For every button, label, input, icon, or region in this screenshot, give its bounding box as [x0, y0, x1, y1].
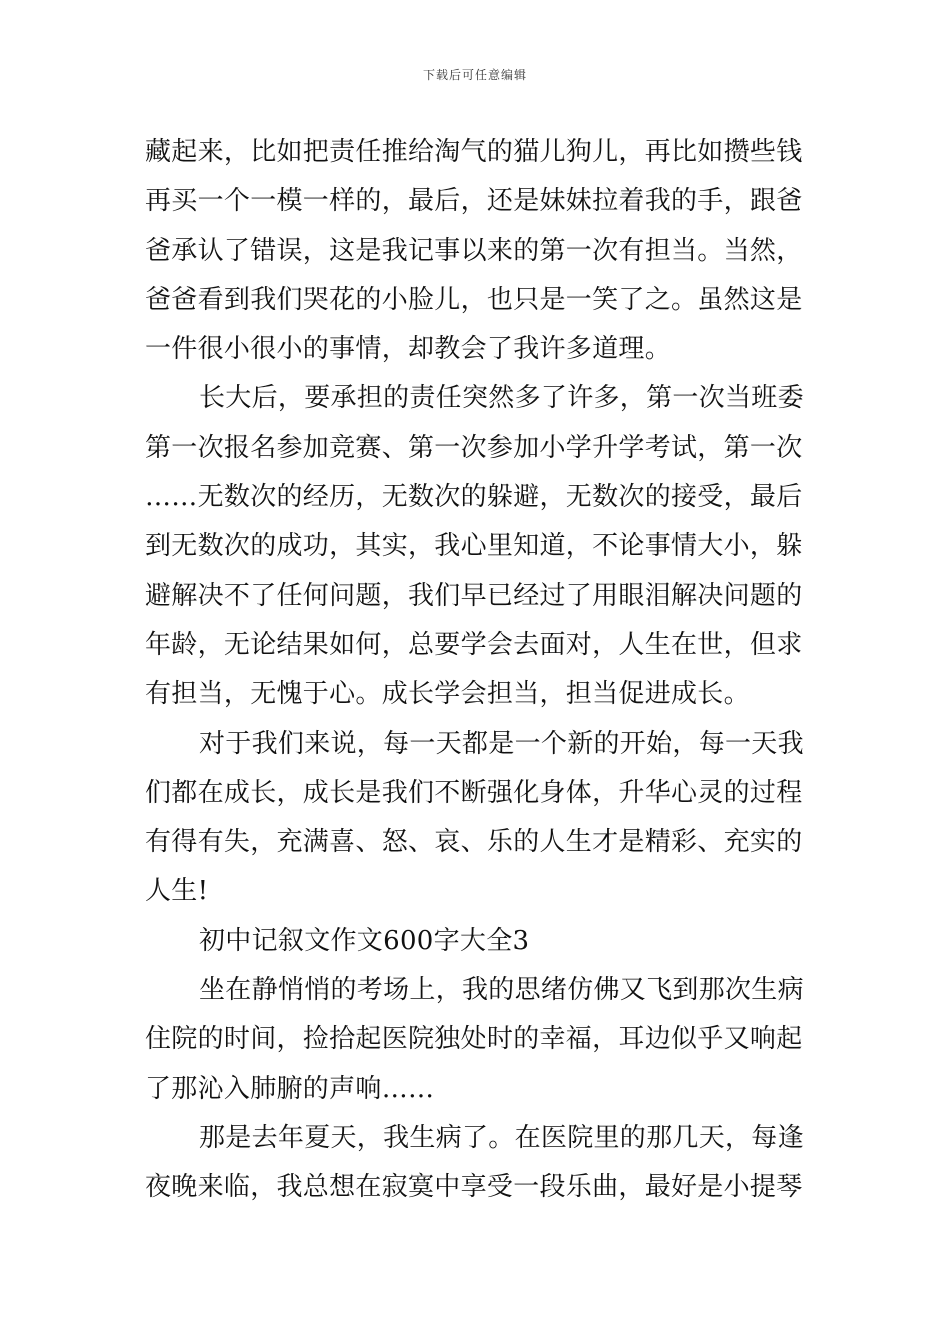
text-line: 们都在成长，成长是我们不断强化身体，升华心灵的过程 — [145, 777, 803, 808]
document-body — [145, 128, 817, 1213]
text-line: 一件很小很小的事情，却教会了我许多道理。 — [145, 334, 672, 365]
text-line: 再买一个一模一样的，最后，还是妹妹拉着我的手，跟爸 — [145, 186, 803, 217]
text-line: 了那沁入肺腑的声响…… — [145, 1073, 435, 1104]
text-line: ……无数次的经历，无数次的躲避，无数次的接受，最后 — [145, 482, 803, 513]
text-line: 第一次报名参加竞赛、第一次参加小学升学考试，第一次 — [145, 432, 803, 463]
text-line: 藏起来，比如把责任推给淘气的猫儿狗儿，再比如攒些钱 — [145, 137, 803, 167]
text-line: 到无数次的成功，其实，我心里知道，不论事情大小，躲 — [145, 531, 803, 562]
paragraph-start-line: 长大后，要承担的责任突然多了许多，第一次当班委 — [199, 383, 804, 414]
page-header: 下载后可任意编辑 — [422, 68, 527, 82]
text-line: 年龄，无论结果如何，总要学会去面对，人生在世，但求 — [145, 629, 803, 660]
text-line: 人生! — [145, 876, 209, 907]
paragraph-start-line: 那是去年夏天，我生病了。在医院里的那几天，每逢 — [199, 1122, 804, 1153]
text-line: 爸承认了错误，这是我记事以来的第一次有担当。当然， — [145, 235, 803, 266]
paragraph-start-line: 对于我们来说，每一天都是一个新的开始，每一天我 — [199, 728, 804, 759]
text-line: 有担当，无愧于心。成长学会担当，担当促进成长。 — [145, 679, 750, 710]
text-line: 有得有失，充满喜、怒、哀、乐的人生才是精彩、充实的 — [145, 827, 803, 858]
paragraph-start-line: 坐在静悄悄的考场上，我的思绪仿佛又飞到那次生病 — [199, 975, 804, 1006]
text-line: 爸爸看到我们哭花的小脸儿，也只是一笑了之。虽然这是 — [145, 284, 803, 315]
section-title: 初中记叙文作文600字大全3 — [199, 925, 530, 956]
text-line: 避解决不了任何问题，我们早已经过了用眼泪解决问题的 — [145, 580, 803, 611]
text-line: 夜晚来临，我总想在寂寞中享受一段乐曲，最好是小提琴 — [145, 1172, 803, 1203]
text-line: 住院的时间，捡拾起医院独处时的幸福，耳边似乎又响起 — [145, 1024, 803, 1055]
